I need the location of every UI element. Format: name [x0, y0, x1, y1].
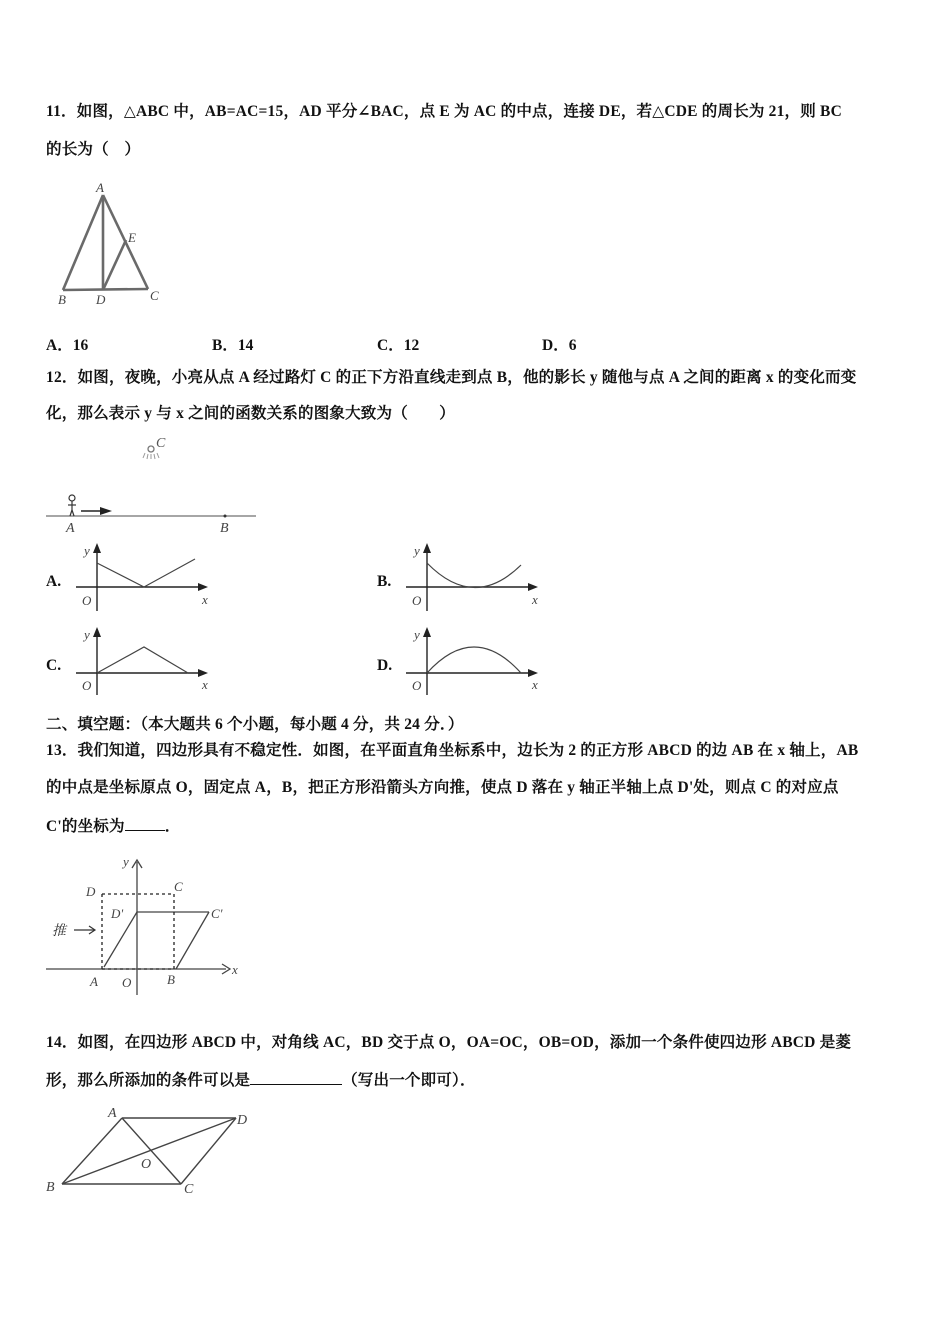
q12-option-c-graph[interactable] — [74, 627, 212, 697]
q13-parallelogram-figure — [44, 850, 254, 998]
svg-text:O: O — [82, 593, 92, 608]
q11-option-b[interactable]: B．14 — [212, 337, 254, 354]
section-title-fill-in: 二、填空题：（本大题共 6 个小题，每小题 4 分，共 24 分．） — [46, 716, 464, 733]
q14-quadrilateral-figure — [44, 1103, 264, 1199]
svg-text:O: O — [412, 678, 422, 693]
q13-text-line1: 13．我们知道，四边形具有不稳定性．如图，在平面直角坐标系中，边长为 2 的正方形 ABCD 的边 AB 在 x 轴上，AB — [46, 742, 859, 759]
svg-text:O: O — [141, 1157, 152, 1172]
q13-answer-blank[interactable] — [125, 816, 165, 831]
q11-option-a[interactable]: A．16 — [46, 337, 89, 354]
arrow-right-icon — [81, 507, 112, 515]
q14-text-line2: 形，那么所添加的条件可以是 （写出一个即可）． — [46, 1072, 476, 1089]
label-D: D — [96, 292, 106, 307]
svg-text:y: y — [414, 543, 420, 558]
q11-option-d[interactable]: D．6 — [542, 337, 577, 354]
svg-text:y: y — [414, 627, 420, 642]
svg-text:y: y — [84, 543, 90, 558]
label-C: C — [156, 436, 166, 451]
label-C: C — [150, 288, 159, 303]
q11-triangle-figure — [44, 178, 180, 310]
q12-option-a-graph[interactable] — [74, 543, 212, 613]
svg-text:C: C — [184, 1182, 194, 1197]
q12-text-line2: 化，那么表示 y 与 x 之间的函数关系的图象大致为（ ） — [46, 405, 456, 422]
q12-text-line1: 12．如图，夜晚，小亮从点 A 经过路灯 C 的正下方沿直线走到点 B，他的影长 y 随他与点 A 之间的距离 x 的变化而变 — [46, 369, 857, 386]
q12-option-b-graph[interactable] — [404, 543, 542, 613]
label-B: B — [58, 292, 66, 307]
q12-option-d-graph[interactable] — [404, 627, 542, 697]
svg-text:O: O — [82, 678, 92, 693]
svg-text:D: D — [237, 1113, 248, 1128]
q12-option-a-label[interactable]: A. — [46, 573, 62, 590]
svg-text:C': C' — [211, 906, 223, 921]
label-E: E — [128, 230, 136, 245]
q12-option-b-label[interactable]: B. — [377, 573, 392, 590]
svg-text:x: x — [202, 677, 208, 692]
svg-text:A: A — [108, 1106, 117, 1121]
svg-text:A: A — [90, 974, 98, 989]
label-B: B — [220, 521, 229, 536]
q11-option-c[interactable]: C．12 — [377, 337, 420, 354]
svg-text:x: x — [532, 592, 538, 607]
q11-text-line2: 的长为（ ） — [46, 141, 141, 158]
svg-text:O: O — [122, 975, 132, 990]
svg-text:x: x — [232, 962, 238, 977]
svg-text:y: y — [123, 854, 129, 869]
q12-streetlight-figure — [44, 432, 258, 536]
svg-text:B: B — [167, 972, 175, 987]
q12-option-c-label[interactable]: C. — [46, 657, 62, 674]
label-A: A — [96, 180, 104, 195]
svg-text:B: B — [46, 1180, 55, 1195]
svg-text:D: D — [86, 884, 96, 899]
svg-text:x: x — [532, 677, 538, 692]
svg-text:D': D' — [111, 906, 124, 921]
person-icon — [68, 495, 76, 516]
push-label: 推 — [52, 924, 66, 939]
q11-text-line1: 11．如图，△ABC 中，AB=AC=15，AD 平分∠BAC，点 E 为 AC 的中点，连接 DE，若△CDE 的周长为 21，则 BC — [46, 103, 842, 120]
q14-text-line1: 14．如图，在四边形 ABCD 中，对角线 AC，BD 交于点 O，OA=OC，OB=OD，添加一个条件使四边形 ABCD 是菱 — [46, 1034, 852, 1051]
svg-text:y: y — [84, 627, 90, 642]
q14-answer-blank[interactable] — [250, 1070, 342, 1085]
svg-text:x: x — [202, 592, 208, 607]
svg-text:O: O — [412, 593, 422, 608]
q13-text-line2: 的中点是坐标原点 O，固定点 A，B，把正方形沿箭头方向推，使点 D 落在 y 轴正半轴上点 D'处，则点 C 的对应点 — [46, 779, 839, 796]
label-A: A — [66, 521, 75, 536]
q12-option-d-label[interactable]: D. — [377, 657, 393, 674]
q13-text-line3: C'的坐标为 ． — [46, 818, 181, 835]
push-arrow-icon — [74, 926, 95, 934]
svg-text:C: C — [174, 879, 183, 894]
